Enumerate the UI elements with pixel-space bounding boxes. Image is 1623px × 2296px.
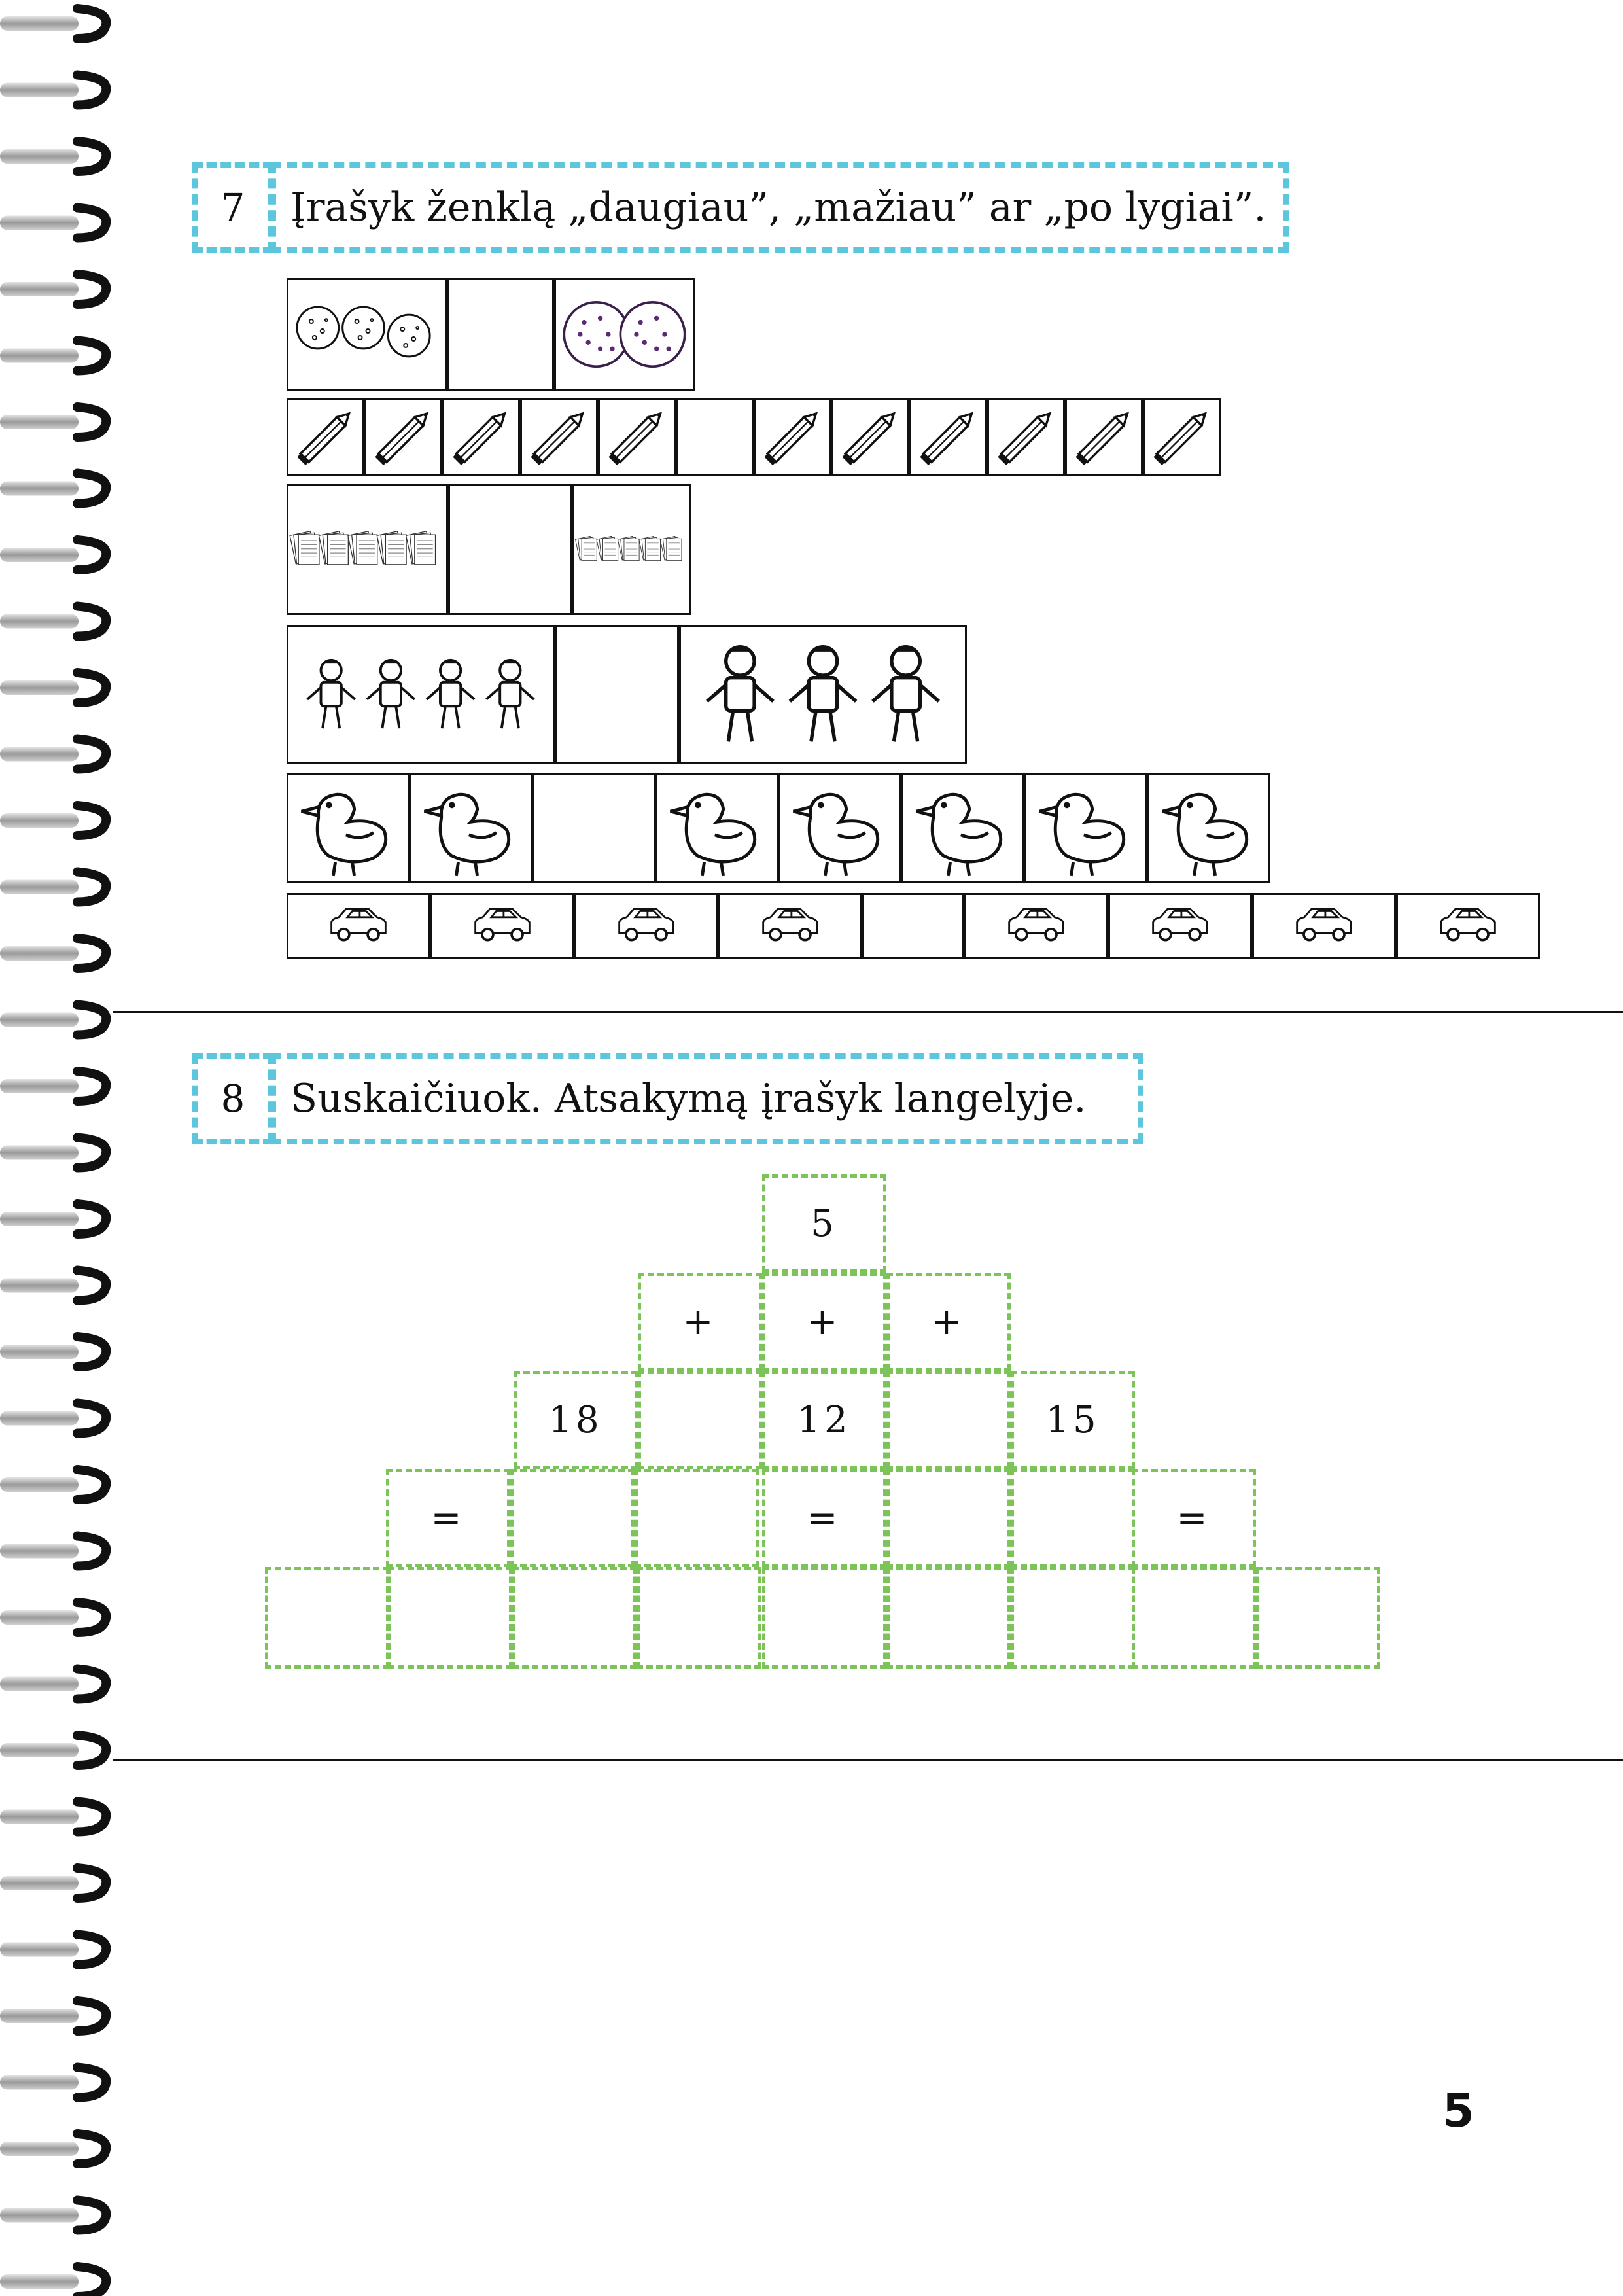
- picture-cell: [831, 398, 909, 476]
- picture-cell: [442, 398, 520, 476]
- duck-icon: [411, 775, 531, 881]
- paper-stack-icon: [574, 486, 689, 613]
- picture-cell: [430, 893, 574, 959]
- picture-cell: [909, 398, 987, 476]
- answer-box[interactable]: [448, 484, 572, 615]
- picture-cell: [520, 398, 598, 476]
- duck-icon: [903, 775, 1022, 881]
- section-divider: [113, 1759, 1623, 1761]
- pyramid-answer-cell[interactable]: [1132, 1567, 1256, 1669]
- pyramid-value: 5: [811, 1202, 838, 1245]
- duck-icon: [657, 775, 777, 881]
- duck-icon: [1026, 775, 1145, 881]
- section-divider: [113, 1011, 1623, 1013]
- car-icon: [1110, 895, 1250, 957]
- picture-cell: [1143, 398, 1221, 476]
- car-icon: [432, 895, 572, 957]
- pyramid-cell: [1011, 1371, 1135, 1469]
- pyramid-answer-cell[interactable]: [638, 1371, 762, 1469]
- cookie-icon: [288, 280, 445, 389]
- picture-cell: [1108, 893, 1252, 959]
- task-title-box: [271, 1053, 1143, 1144]
- pyramid-cell: [386, 1469, 510, 1567]
- duck-icon: [1149, 775, 1268, 881]
- pyramid-answer-cell[interactable]: [886, 1567, 1011, 1669]
- pyramid-cell: [762, 1469, 886, 1567]
- picture-cell: [410, 773, 532, 883]
- picture-cell: [1396, 893, 1540, 959]
- pencil-icon: [756, 400, 829, 474]
- picture-cell: [554, 278, 695, 391]
- picture-cell: [655, 773, 778, 883]
- pyramid-answer-cell[interactable]: [886, 1371, 1011, 1469]
- pyramid-cell: [762, 1273, 886, 1371]
- duck-icon: [288, 775, 408, 881]
- pencil-icon: [833, 400, 907, 474]
- equals-sign: =: [807, 1496, 842, 1540]
- picture-cell: [901, 773, 1024, 883]
- pencil-icon: [288, 400, 362, 474]
- picture-cell: [364, 398, 442, 476]
- answer-box[interactable]: [555, 625, 679, 764]
- pyramid-cell: [514, 1371, 638, 1469]
- equals-sign: =: [430, 1496, 466, 1540]
- chip-cookie-icon: [556, 280, 693, 389]
- pyramid-answer-cell[interactable]: [265, 1567, 389, 1669]
- pyramid-cell: [1132, 1469, 1256, 1567]
- pyramid-answer-cell[interactable]: [1011, 1469, 1135, 1567]
- task-title: Įrašyk ženklą „daugiau”, „mažiau” ar „po lygiai”.: [290, 185, 1266, 230]
- picture-cell: [572, 484, 691, 615]
- picture-cell: [987, 398, 1065, 476]
- paper-stack-icon: [288, 486, 446, 613]
- task-title: Suskaičiuok. Atsakymą įrašyk langelyje.: [290, 1076, 1087, 1122]
- task-number-box: [192, 162, 273, 253]
- children-icon: [681, 627, 965, 762]
- page-number: 5: [1442, 2084, 1475, 2138]
- pyramid-value: 15: [1045, 1398, 1100, 1441]
- picture-cell: [287, 484, 448, 615]
- car-icon: [1254, 895, 1394, 957]
- pyramid-answer-cell[interactable]: [635, 1469, 759, 1567]
- pencil-icon: [1145, 400, 1219, 474]
- plus-sign: +: [807, 1300, 842, 1343]
- task-number: 8: [220, 1076, 245, 1121]
- picture-cell: [754, 398, 831, 476]
- pyramid-cell: [886, 1273, 1011, 1371]
- pyramid-value: 12: [797, 1398, 852, 1441]
- duck-icon: [780, 775, 899, 881]
- pencil-icon: [911, 400, 985, 474]
- pyramid-answer-cell[interactable]: [512, 1567, 637, 1669]
- pyramid-answer-cell[interactable]: [762, 1567, 886, 1669]
- picture-cell: [1252, 893, 1396, 959]
- pyramid-answer-cell[interactable]: [388, 1567, 512, 1669]
- answer-box[interactable]: [447, 278, 554, 391]
- car-icon: [1398, 895, 1538, 957]
- pyramid-cell: [762, 1174, 886, 1273]
- equals-sign: =: [1176, 1496, 1212, 1540]
- picture-cell: [287, 398, 364, 476]
- pencil-icon: [989, 400, 1063, 474]
- pencil-icon: [600, 400, 674, 474]
- spiral-binding: [0, 0, 124, 2296]
- picture-cell: [287, 893, 430, 959]
- picture-cell: [1065, 398, 1143, 476]
- pyramid-value: 18: [548, 1398, 603, 1441]
- task-title-box: [271, 162, 1289, 253]
- plus-sign: +: [682, 1300, 718, 1343]
- picture-cell: [598, 398, 676, 476]
- car-icon: [720, 895, 860, 957]
- picture-cell: [287, 278, 447, 391]
- picture-cell: [574, 893, 718, 959]
- picture-cell: [718, 893, 862, 959]
- picture-cell: [778, 773, 901, 883]
- pencil-icon: [1067, 400, 1141, 474]
- task-number: 7: [220, 185, 245, 230]
- pyramid-cell: [762, 1371, 886, 1469]
- answer-box[interactable]: [676, 398, 754, 476]
- car-icon: [966, 895, 1106, 957]
- pyramid-answer-cell[interactable]: [510, 1469, 635, 1567]
- pencil-icon: [444, 400, 518, 474]
- pencil-icon: [522, 400, 596, 474]
- pyramid-answer-cell[interactable]: [637, 1567, 761, 1669]
- children-icon: [288, 627, 553, 762]
- plus-sign: +: [931, 1300, 966, 1343]
- car-icon: [288, 895, 428, 957]
- pyramid-answer-cell[interactable]: [1256, 1567, 1380, 1669]
- answer-box[interactable]: [532, 773, 655, 883]
- pyramid-answer-cell[interactable]: [1011, 1567, 1135, 1669]
- task-number-box: [192, 1053, 273, 1144]
- answer-box[interactable]: [862, 893, 964, 959]
- picture-cell: [679, 625, 967, 764]
- pyramid-cell: [638, 1273, 762, 1371]
- picture-cell: [1147, 773, 1270, 883]
- car-icon: [576, 895, 716, 957]
- picture-cell: [287, 625, 555, 764]
- pencil-icon: [366, 400, 440, 474]
- pyramid-answer-cell[interactable]: [886, 1469, 1011, 1567]
- picture-cell: [1024, 773, 1147, 883]
- picture-cell: [287, 773, 410, 883]
- picture-cell: [964, 893, 1108, 959]
